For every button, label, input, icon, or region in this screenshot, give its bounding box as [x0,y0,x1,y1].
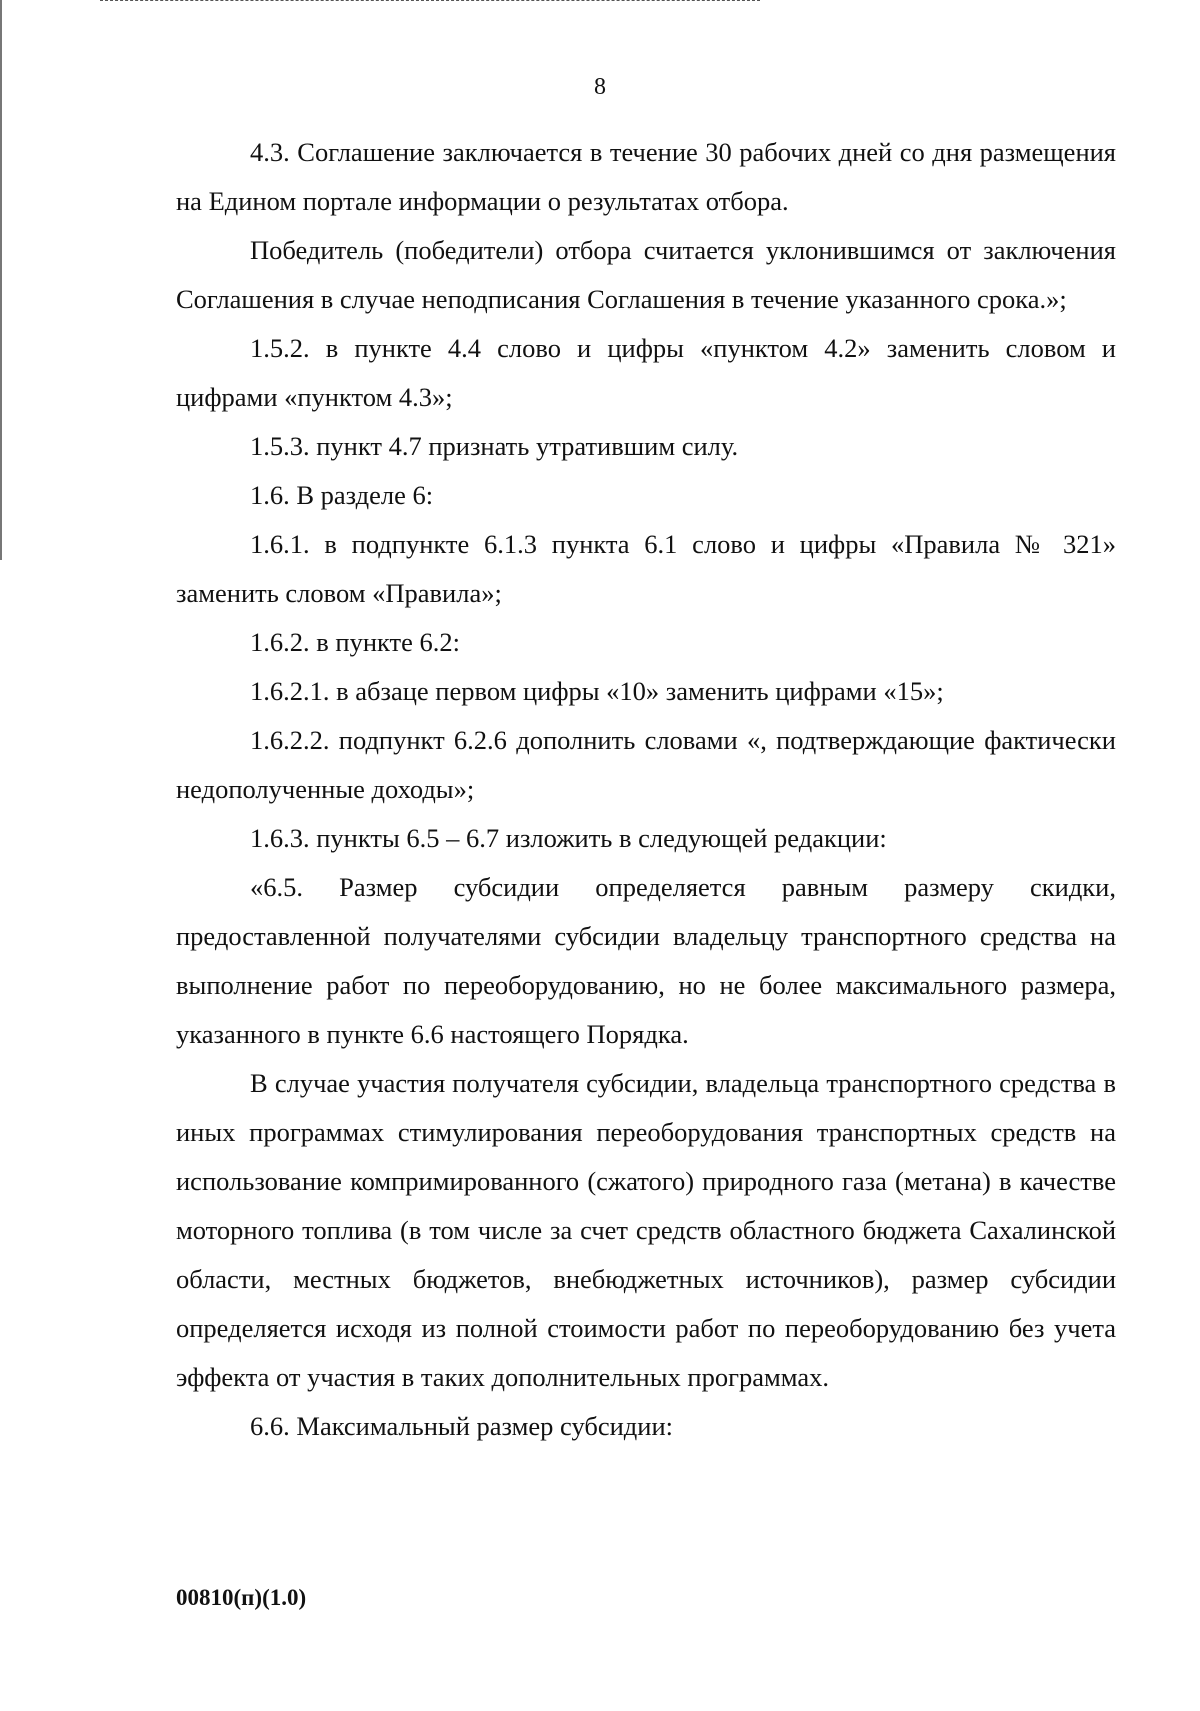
paragraph-1-6: 1.6. В разделе 6: [250,480,434,510]
document-code: 00810(п)(1.0) [176,1585,307,1610]
paragraph-6-6: 6.6. Максимальный размер субсидии: [250,1411,674,1441]
paragraph-1-6-2-1: 1.6.2.1. в абзаце первом цифры «10» заменить цифрами «15»; [250,676,944,706]
page-number: 8 [594,74,606,100]
paragraph-1-6-1: 1.6.1. в подпункте 6.1.3 пункта 6.1 слово и цифры «Правила № 321» заменить словом «Правила»; [176,529,1116,608]
paragraph-1-5-2: 1.5.2. в пункте 4.4 слово и цифры «пунктом 4.2» заменить словом и цифрами «пунктом 4.3»; [176,333,1116,412]
paragraph-participation: В случае участия получателя субсидии, владельца транспортного средства в иных программах стимулирования переоборудования транспортных средств на использование компримированного (сжатого) природного газа (метана) в качестве моторного топлива (в том числе за счет средств областного бюджета Сахалинской области, местных бюджетов, внебюджетных источников), размер субсидии определяется исходя из полной стоимости работ по переоборудованию без учета эффекта от участия в таких дополнительных программах. [176,1068,1116,1392]
paragraph-6-5: «6.5. Размер субсидии определяется равным размеру скидки, предоставленной получателями субсидии владельцу транспортного средства на выполнение работ по переоборудованию, но не более максимального размера, указанного в пункте 6.6 настоящего Порядка. [176,872,1116,1049]
paragraph-1-6-2-2: 1.6.2.2. подпункт 6.2.6 дополнить словами «, подтверждающие фактически недополученные доходы»; [176,725,1116,804]
scan-edge-top [100,0,760,2]
paragraph-4-3: 4.3. Соглашение заключается в течение 30 рабочих дней со дня размещения на Едином портале информации о результатах отбора. [176,137,1116,216]
body-text [176,128,1116,1451]
paragraph-1-6-3: 1.6.3. пункты 6.5 – 6.7 изложить в следующей редакции: [250,823,887,853]
paragraph-1-6-2: 1.6.2. в пункте 6.2: [250,627,460,657]
paragraph-winner: Победитель (победители) отбора считается уклонившимся от заключения Соглашения в случае неподписания Соглашения в течение указанного срока.»; [176,235,1116,314]
paragraph-1-5-3: 1.5.3. пункт 4.7 признать утратившим силу. [250,431,739,461]
